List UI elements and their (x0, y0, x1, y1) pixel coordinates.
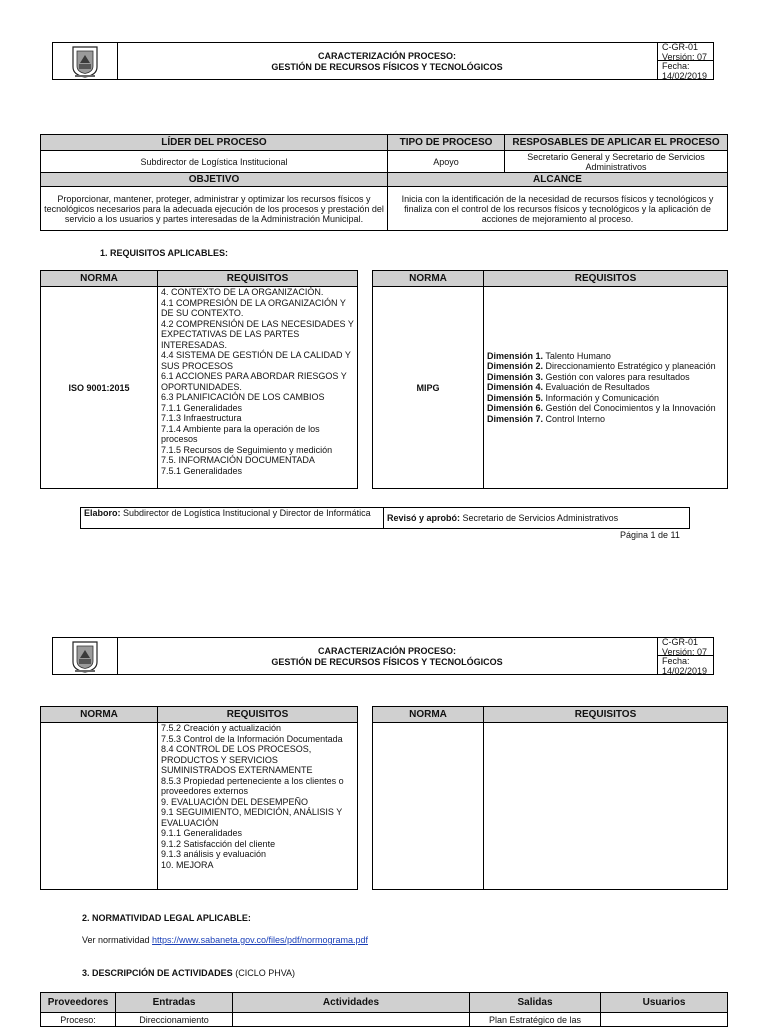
mipg-dimension-item: Dimensión 3. Gestión con valores para resultados (487, 371, 690, 382)
mipg-requirements-table-continued (372, 706, 728, 890)
requirement-item: 7.1.3 Infraestructura (161, 413, 242, 423)
requirement-item: 9.1.3 análisis y evaluación (161, 849, 267, 859)
page-number: Página 1 de 11 (620, 530, 680, 540)
section-2-title: 2. NORMATIVIDAD LEGAL APLICABLE: (82, 913, 251, 923)
tipo-value: Apoyo (388, 151, 505, 173)
iso-requirements-table-continued (40, 706, 358, 890)
requirement-item: 8.4 CONTROL DE LOS PROCESOS, PRODUCTOS Y SERVICIOS SUMINISTRADOS EXTERNAMENTE (161, 744, 313, 775)
actividades-header: Actividades (233, 993, 470, 1013)
empty-norma-cell (41, 723, 158, 890)
requirement-item: 8.5.3 Propiedad perteneciente a los clientes o proveedores externos (161, 775, 344, 796)
section-1-title: 1. REQUISITOS APLICABLES: (100, 248, 229, 258)
lider-value: Subdirector de Logística Institucional (41, 151, 388, 173)
objetivo-value: Proporcionar, mantener, proteger, administrar y optimizar los recursos físicos y tecnológicos necesarios para la adecuada ejecución de los procesos y prestación del servicio a los usuarios y partes interesadas de la Administración Municipal. (41, 187, 388, 231)
mipg-dimension-item: Dimensión 6. Gestión del Conocimientos y la Innovación (487, 403, 716, 414)
iso-requirements-table (40, 270, 358, 489)
requisitos-header: REQUISITOS (484, 271, 728, 287)
requirement-item: 9.1.1 Generalidades (161, 828, 243, 838)
activity-cell: Direccionamiento (116, 1013, 233, 1027)
page-header (52, 637, 714, 675)
mipg-dimension-item: Dimensión 5. Información y Comunicación (487, 392, 660, 403)
approval-footer (80, 507, 690, 529)
requirement-item: 7.1.1 Generalidades (161, 402, 243, 413)
municipal-seal-logo (53, 43, 118, 80)
activities-table (40, 992, 728, 1027)
requirement-item: 7.5.2 Creación y actualización (161, 723, 282, 733)
requirement-item: 7.1.5 Recursos de Seguimiento y medición (161, 444, 333, 455)
lider-header: LÍDER DEL PROCESO (41, 135, 388, 151)
requirement-item: 4.4 SISTEMA DE GESTIÓN DE LA CALIDAD Y SUS PROCESOS (161, 350, 351, 371)
activity-cell: Plan Estratégico de las (470, 1013, 601, 1027)
empty-norma-cell (373, 723, 484, 890)
requirement-item: 4.1 COMPRESIÓN DE LA ORGANIZACIÓN Y DE SU CONTEXTO. (161, 297, 346, 318)
requirement-item: 7.1.4 Ambiente para la operación de los procesos (161, 423, 320, 444)
norma-header: NORMA (373, 271, 484, 287)
iso-requirements-list (158, 287, 358, 489)
norma-header: NORMA (41, 271, 158, 287)
requirement-item: 7.5. INFORMACIÓN DOCUMENTADA (161, 455, 315, 465)
elaboro-cell: Elaboro: Subdirector de Logística Institucional y Director de Informática (81, 508, 384, 529)
requisitos-header: REQUISITOS (484, 707, 728, 723)
responsables-value: Secretario General y Secretario de Servicios Administrativos (505, 151, 728, 173)
process-info-table (40, 134, 728, 231)
section-3-title: 3. DESCRIPCIÓN DE ACTIVIDADES (CICLO PHVA) (82, 968, 296, 978)
document-code: C-GR-01 Versión: 07 (657, 43, 714, 61)
normatividad-line: Ver normatividad https://www.sabaneta.gov.co/files/pdf/normograma.pdf (82, 935, 368, 945)
iso-norma-cell: ISO 9001:2015 (41, 287, 158, 489)
requirement-item: 6.1 ACCIONES PARA ABORDAR RIESGOS Y OPORTUNIDADES. (161, 371, 347, 392)
requirement-item: 9.1 SEGUIMIENTO, MEDICIÓN, ANÁLISIS Y EVALUACIÓN (161, 807, 343, 828)
usuarios-header: Usuarios (601, 993, 728, 1013)
reviso-cell: Revisó y aprobó: Secretario de Servicios Administrativos (384, 508, 690, 529)
requirement-item: 9.1.2 Satisfacción del cliente (161, 838, 276, 849)
salidas-header: Salidas (470, 993, 601, 1013)
document-title: CARACTERIZACIÓN PROCESO: GESTIÓN DE RECURSOS FÍSICOS Y TECNOLÓGICOS (271, 645, 503, 667)
normograma-link[interactable]: https://www.sabaneta.gov.co/files/pdf/normograma.pdf (152, 935, 368, 945)
page-header (52, 42, 714, 80)
activity-cell (601, 1013, 728, 1027)
document-code: C-GR-01 Versión: 07 (657, 638, 714, 656)
activity-cell: Proceso: (41, 1013, 116, 1027)
mipg-dimension-item: Dimensión 7. Control Interno (487, 413, 606, 424)
entradas-header: Entradas (116, 993, 233, 1013)
mipg-requirements-list (484, 287, 728, 489)
requisitos-header: REQUISITOS (158, 707, 358, 723)
requirement-item: 9. EVALUACIÓN DEL DESEMPEÑO (161, 796, 309, 807)
requirement-item: 10. MEJORA (161, 859, 214, 870)
requirement-item: 4. CONTEXTO DE LA ORGANIZACIÓN. (161, 287, 324, 297)
activity-cell (233, 1013, 470, 1027)
mipg-requirements-table (372, 270, 728, 489)
document-title: CARACTERIZACIÓN PROCESO: GESTIÓN DE RECURSOS FÍSICOS Y TECNOLÓGICOS (271, 50, 503, 72)
requisitos-header: REQUISITOS (158, 271, 358, 287)
mipg-dimension-item: Dimensión 1. Talento Humano (487, 350, 611, 361)
norma-header: NORMA (41, 707, 158, 723)
tipo-header: TIPO DE PROCESO (388, 135, 505, 151)
mipg-dimension-item: Dimensión 4. Evaluación de Resultados (487, 382, 650, 393)
document-date: Fecha: 14/02/2019 (657, 656, 714, 675)
requirement-item: 7.5.1 Generalidades (161, 465, 243, 476)
empty-requisitos-cell (484, 723, 728, 890)
requirement-item: 7.5.3 Control de la Información Documentada (161, 733, 343, 744)
proveedores-header: Proveedores (41, 993, 116, 1013)
iso-requirements-list (158, 723, 358, 890)
alcance-header: ALCANCE (388, 173, 728, 187)
mipg-dimension-item: Dimensión 2. Direccionamiento Estratégico y planeación (487, 361, 716, 372)
alcance-value: Inicia con la identificación de la necesidad de recursos físicos y tecnológicos y finaliza con el control de los recursos físicos y tecnológicos y la aplicación de acciones de mejoramiento al proceso. (388, 187, 728, 231)
mipg-norma-cell: MIPG (373, 287, 484, 489)
responsables-header: RESPOSABLES DE APLICAR EL PROCESO (505, 135, 728, 151)
norma-header: NORMA (373, 707, 484, 723)
requirement-item: 4.2 COMPRENSIÓN DE LAS NECESIDADES Y EXPECTATIVAS DE LAS PARTES INTERESADAS. (161, 318, 354, 350)
requirement-item: 6.3 PLANIFICACIÓN DE LOS CAMBIOS (161, 392, 325, 402)
municipal-seal-logo (53, 638, 118, 675)
document-date: Fecha: 14/02/2019 (657, 61, 714, 80)
objetivo-header: OBJETIVO (41, 173, 388, 187)
